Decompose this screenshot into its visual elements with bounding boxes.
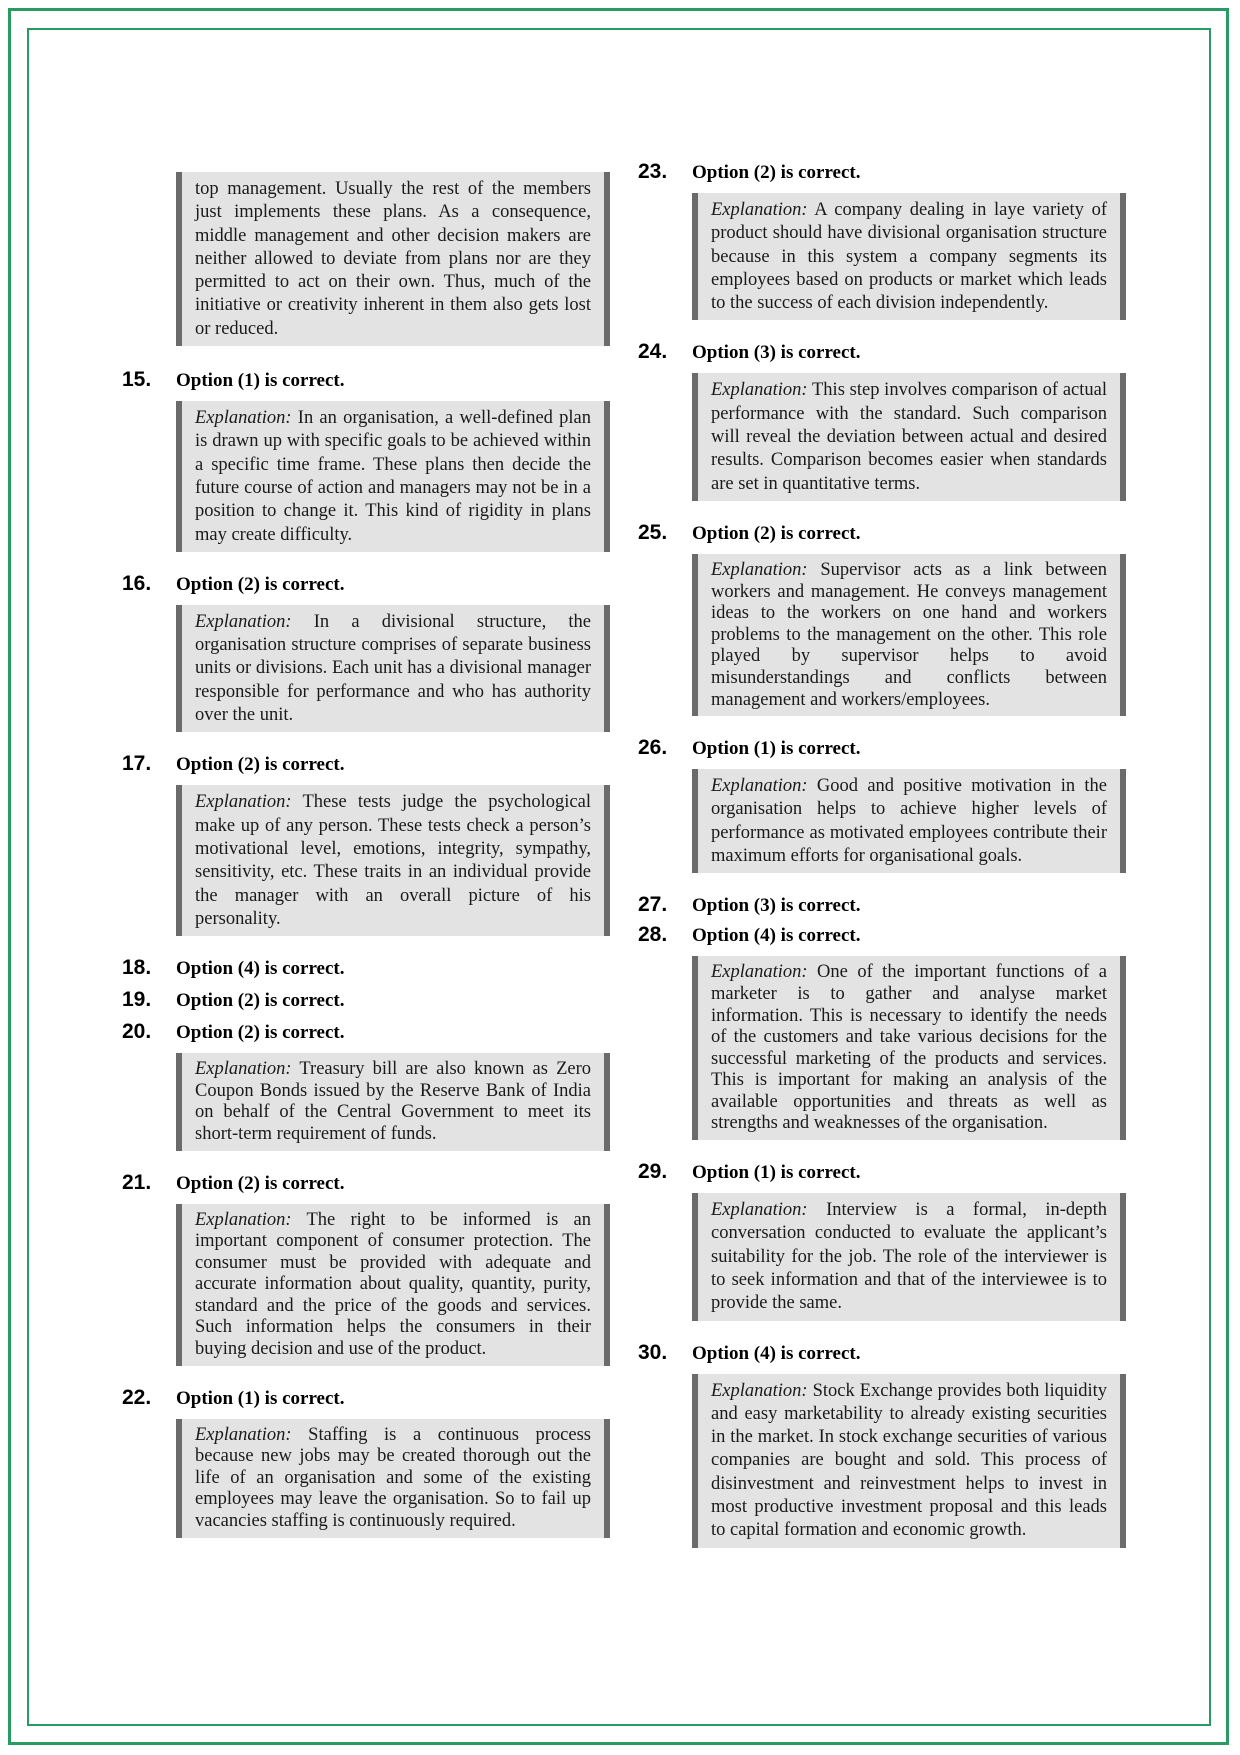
question-18 bbox=[122, 956, 610, 980]
explanation-text: Stock Exchange provides both liquidity and easy marketability to already existing securities in the market. In stock exchange securities of various companies are bought and sold. This process of disinvestment and reinvestment helps to invest in most productive investment proposal and this leads to capital formation and economic growth. bbox=[711, 1380, 1107, 1541]
explanation-label: Explanation: bbox=[195, 1059, 292, 1080]
explanation-text: One of the important functions of a marketer is to gather and analyse market information. This is necessary to identify the needs of the customers and take various decisions for the successful marketing of the products and services. This is important for making an analysis of the available opportunities and threats as well as strengths and weaknesses of the organisation. bbox=[711, 962, 1107, 1134]
question-27 bbox=[638, 893, 1126, 917]
question-number: 17. bbox=[122, 752, 152, 776]
answer-option: Option (1) is correct. bbox=[176, 1387, 345, 1409]
explanation-label: Explanation: bbox=[711, 559, 808, 580]
explanation-box bbox=[692, 373, 1126, 500]
explanation-label: Explanation: bbox=[711, 776, 808, 797]
explanation-text: Supervisor acts as a link between workers and management. He conveys management ideas to the workers on one hand and workers problems to the management on the other. This role played by supervisor helps to avoid misunderstandings and conflicts between management and workers/employees. bbox=[711, 559, 1107, 710]
explanation-text: The right to be informed is an important component of consumer protection. The consumer must be provided with adequate and accurate information about quality, quantity, purity, standard and the price of the goods and services. Such information helps the consumers in their buying decision and use of the product. bbox=[195, 1209, 591, 1360]
explanation-text: Treasury bill are also known as Zero Coupon Bonds issued by the Reserve Bank of India on behalf of the Central Government to meet its short-term requirement of funds. bbox=[195, 1059, 591, 1144]
question-25 bbox=[638, 521, 1126, 716]
answer-option: Option (2) is correct. bbox=[176, 754, 345, 776]
question-17 bbox=[122, 752, 610, 936]
question-24 bbox=[638, 340, 1126, 500]
explanation-text: A company dealing in laye variety of product should have divisional organisation structure because in this system a company segments its employees based on products or market which leads to the success of each division independently. bbox=[711, 200, 1107, 314]
explanation-label: Explanation: bbox=[711, 200, 808, 220]
explanation-label: Explanation: bbox=[711, 962, 808, 983]
question-number: 22. bbox=[122, 1385, 152, 1409]
explanation-text: This step involves comparison of actual performance with the standard. Such comparison will reveal the deviation between actual and desired results. Comparison becomes easier when standards are set in quantitative terms. bbox=[711, 380, 1107, 494]
answer-option: Option (2) is correct. bbox=[692, 522, 861, 544]
continuation-box: top management. Usually the rest of the members just implements these plans. As a consequence, middle management and other decision makers are neither allowed to deviate from plans nor are they permitted to act on their own. Thus, much of the initiative or creativity inherent in them also gets lost or reduced. bbox=[176, 172, 610, 346]
question-number: 20. bbox=[122, 1020, 152, 1044]
answer-option: Option (2) is correct. bbox=[692, 162, 861, 183]
question-number: 27. bbox=[638, 893, 668, 917]
answer-option: Option (4) is correct. bbox=[176, 958, 345, 980]
question-28 bbox=[638, 923, 1126, 1140]
question-number: 30. bbox=[638, 1340, 668, 1364]
question-16 bbox=[122, 572, 610, 732]
explanation-box bbox=[692, 554, 1126, 716]
answer-option: Option (2) is correct. bbox=[176, 1172, 345, 1194]
explanation-label: Explanation: bbox=[195, 792, 292, 813]
right-column bbox=[638, 160, 1126, 1568]
explanation-box bbox=[692, 1193, 1126, 1320]
explanation-label: Explanation: bbox=[195, 1209, 292, 1230]
left-column bbox=[122, 160, 610, 1558]
question-19 bbox=[122, 988, 610, 1012]
question-21 bbox=[122, 1171, 610, 1366]
explanation-text: Interview is a formal, in-depth conversation conducted to evaluate the applicant’s suitability for the job. The role of the interviewer is to seek information and that of the interviewee is to provide the same. bbox=[711, 1200, 1107, 1314]
answer-option: Option (1) is correct. bbox=[692, 738, 861, 760]
explanation-label: Explanation: bbox=[195, 611, 292, 632]
explanation-text: In an organisation, a well-defined plan is drawn up with specific goals to be achieved within a specific time frame. These plans then decide the future course of action and managers may not be in a position to change it. This kind of rigidity in plans may create difficulty. bbox=[195, 408, 591, 545]
explanation-box bbox=[692, 769, 1126, 873]
answer-option: Option (1) is correct. bbox=[692, 1162, 861, 1184]
question-number: 19. bbox=[122, 988, 152, 1012]
question-number: 15. bbox=[122, 368, 152, 392]
explanation-text: In a divisional structure, the organisation structure comprises of separate business units or divisions. Each unit has a divisional manager responsible for performance and who has authority over the unit. bbox=[195, 611, 591, 726]
question-number: 16. bbox=[122, 571, 152, 595]
explanation-label: Explanation: bbox=[195, 408, 292, 429]
answer-option: Option (3) is correct. bbox=[692, 342, 861, 364]
explanation-box bbox=[176, 605, 610, 732]
explanation-box bbox=[176, 1204, 610, 1366]
question-number: 26. bbox=[638, 736, 668, 760]
question-22 bbox=[122, 1386, 610, 1538]
answer-option: Option (2) is correct. bbox=[176, 990, 345, 1012]
question-30 bbox=[638, 1341, 1126, 1548]
explanation-box bbox=[692, 956, 1126, 1140]
explanation-box bbox=[176, 401, 610, 552]
question-number: 28. bbox=[638, 923, 668, 947]
answer-option: Option (3) is correct. bbox=[692, 895, 861, 917]
question-number: 29. bbox=[638, 1160, 668, 1184]
explanation-box bbox=[176, 1053, 610, 1150]
explanation-text: Good and positive motivation in the organisation helps to achieve higher levels of performance as motivated employees contribute their maximum efforts for organisational goals. bbox=[711, 776, 1107, 867]
question-23 bbox=[638, 160, 1126, 320]
explanation-box bbox=[692, 193, 1126, 320]
question-20 bbox=[122, 1020, 610, 1150]
answer-option: Option (1) is correct. bbox=[176, 370, 345, 392]
question-number: 21. bbox=[122, 1170, 152, 1194]
question-number: 23. bbox=[638, 160, 668, 183]
explanation-label: Explanation: bbox=[711, 380, 808, 401]
explanation-label: Explanation: bbox=[195, 1424, 292, 1445]
explanation-text: These tests judge the psychological make up of any person. These tests check a person’s motivational level, emotions, integrity, sympathy, sensitivity, etc. These traits in an individual provide the manager with an overall picture of his personality. bbox=[195, 792, 591, 929]
answer-option: Option (2) is correct. bbox=[176, 1022, 345, 1044]
explanation-box bbox=[176, 1419, 610, 1538]
question-number: 18. bbox=[122, 956, 152, 980]
question-26 bbox=[638, 736, 1126, 873]
answer-option: Option (2) is correct. bbox=[176, 573, 345, 595]
explanation-label: Explanation: bbox=[711, 1200, 808, 1221]
explanation-label: Explanation: bbox=[711, 1380, 808, 1401]
answer-option: Option (4) is correct. bbox=[692, 1342, 861, 1364]
question-number: 24. bbox=[638, 340, 668, 364]
question-15 bbox=[122, 368, 610, 552]
explanation-box bbox=[692, 1374, 1126, 1548]
answer-option: Option (4) is correct. bbox=[692, 925, 861, 947]
question-number: 25. bbox=[638, 520, 668, 544]
question-29 bbox=[638, 1160, 1126, 1320]
explanation-box bbox=[176, 785, 610, 936]
explanation-text: Staffing is a continuous process because new jobs may be created thorough out the life of an organisation and some of the existing employees may leave the organisation. So to fail up vacancies staffing is continuously required. bbox=[195, 1424, 591, 1532]
